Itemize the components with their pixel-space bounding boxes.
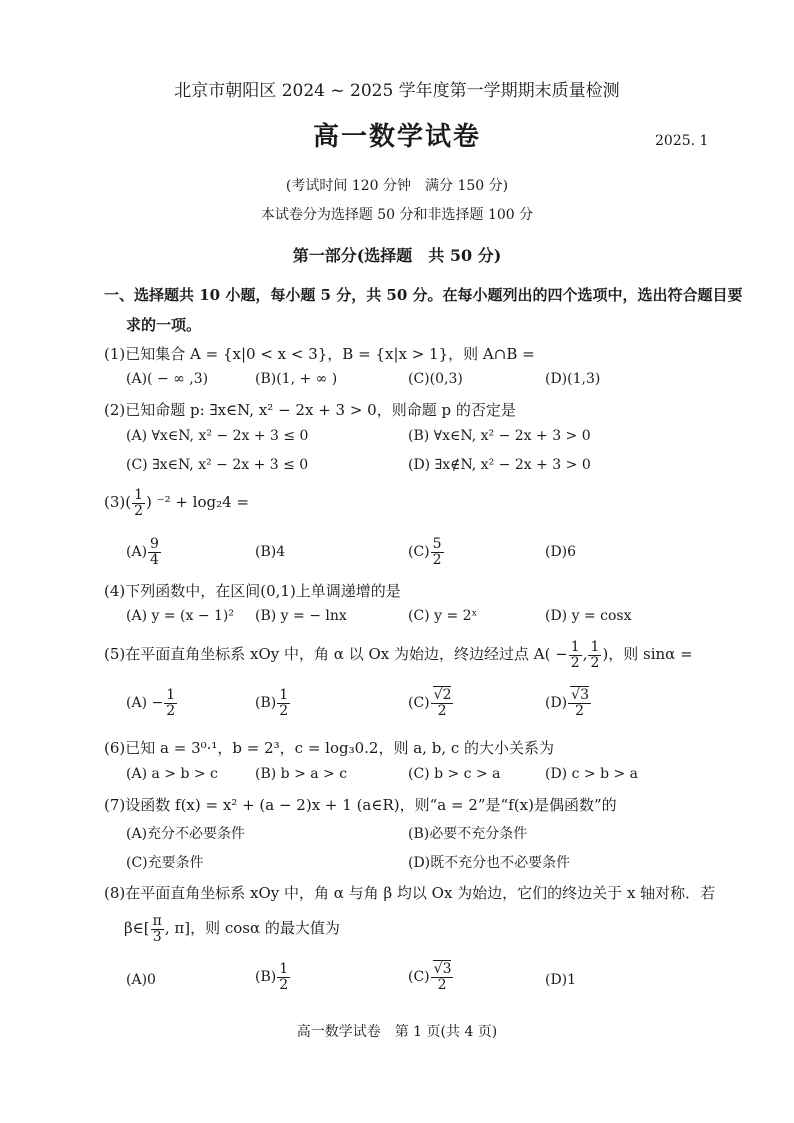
q3-fraction xyxy=(132,488,145,518)
q2-option-d: (D) ∃x∉N, x² − 2x + 3 > 0 xyxy=(408,457,591,473)
q7-option-c: (C)充要条件 xyxy=(126,855,204,871)
q6-option-d: (D) c > b > a xyxy=(545,766,639,782)
q3-a-den: 4 xyxy=(150,551,159,568)
q8-b-num: 1 xyxy=(279,961,289,977)
q8-b-label: (B) xyxy=(255,969,277,986)
q2-option-c: (C) ∃x∈N, x² − 2x + 3 ≤ 0 xyxy=(126,457,309,473)
q3-stem xyxy=(104,488,249,518)
q5-c-den: 2 xyxy=(437,702,447,719)
q4-option-d: (D) y = cosx xyxy=(545,608,632,624)
q2-option-b: (B) ∀x∈N, x² − 2x + 3 > 0 xyxy=(408,428,591,444)
exam-title: 北京市朝阳区 2024 ~ 2025 学年度第一学期期末质量检测 xyxy=(174,81,620,101)
q8-pi-num: π xyxy=(152,913,162,929)
q3-option-a xyxy=(126,537,162,567)
subject-title: 高一数学试卷 xyxy=(312,122,481,152)
q1-stem: (1)已知集合 A = {x|0 < x < 3}，B = {x|x > 1}，则 A∩B = xyxy=(104,345,535,363)
part1-title: 第一部分(选择题 共 50 分) xyxy=(292,246,502,265)
page-footer: 高一数学试卷 第 1 页(共 4 页) xyxy=(296,1024,498,1040)
q3-a-num: 9 xyxy=(150,536,159,552)
q5-d-label: (D) xyxy=(545,695,568,712)
part1-instruction-line1: 一、选择题共 10 小题，每小题 5 分，共 50 分。在每小题列出的四个选项中，选出符合题目要 xyxy=(104,286,743,304)
q5-stem-suffix: )，则 sinα = xyxy=(602,645,693,664)
q7-option-b: (B)必要不充分条件 xyxy=(408,826,528,842)
q6-option-c: (C) b > c > a xyxy=(408,766,501,782)
q5-option-a xyxy=(126,688,178,718)
q8-stem-suffix: , π]，则 cosα 的最大值为 xyxy=(164,919,340,938)
q5-a-den: 2 xyxy=(166,702,176,719)
score-info: 本试卷分为选择题 50 分和非选择题 100 分 xyxy=(260,207,534,223)
q8-c-num: √ 3 xyxy=(433,960,452,977)
q5-p2-num: 1 xyxy=(590,639,600,655)
q3-option-c xyxy=(408,537,445,567)
q5-b-den: 2 xyxy=(279,702,289,719)
q8-stem-line2 xyxy=(124,914,340,944)
q5-stem-mid: , xyxy=(582,645,588,664)
q1-option-d: (D)(1,3) xyxy=(545,371,601,387)
q8-stem-prefix: β∈[ xyxy=(124,919,150,938)
q5-p1-den: 2 xyxy=(570,654,580,671)
q5-stem-prefix: (5)在平面直角坐标系 xOy 中，角 α 以 Ox 为始边，终边经过点 A( − xyxy=(104,645,568,664)
q8-c-den: 2 xyxy=(437,976,447,993)
q6-stem: (6)已知 a = 3⁰·¹，b = 2³，c = log₃0.2，则 a, b, c 的大小关系为 xyxy=(104,739,555,757)
q5-p1-num: 1 xyxy=(570,639,580,655)
q5-a-label: (A) − xyxy=(126,695,164,712)
q4-stem: (4)下列函数中，在区间(0,1)上单调递增的是 xyxy=(104,582,401,600)
q8-option-c xyxy=(408,962,454,992)
q7-option-a: (A)充分不必要条件 xyxy=(126,826,246,842)
part1-instruction-line2: 求的一项。 xyxy=(126,316,202,334)
q8-pi-den: 3 xyxy=(152,928,162,945)
q8-c-label: (C) xyxy=(408,969,430,986)
q3-stem-prefix: (3)( xyxy=(104,493,132,512)
q6-option-a: (A) a > b > c xyxy=(126,766,218,782)
q3-option-b: (B)4 xyxy=(255,544,286,560)
exam-date: 2025. 1 xyxy=(655,133,709,149)
q5-option-c xyxy=(408,688,454,718)
q3-option-d: (D)6 xyxy=(545,544,577,560)
q8-b-den: 2 xyxy=(279,976,289,993)
q8-stem-line1: (8)在平面直角坐标系 xOy 中，角 α 与角 β 均以 Ox 为始边，它们的终边关于 x 轴对称．若 xyxy=(104,884,716,902)
q5-c-label: (C) xyxy=(408,695,430,712)
time-info: (考试时间 120 分钟 满分 150 分) xyxy=(285,178,509,194)
q3-frac-num: 1 xyxy=(134,487,144,503)
q8-option-a: (A)0 xyxy=(126,972,156,988)
q3-stem-suffix: ) ⁻² + log₂4 = xyxy=(146,493,250,512)
q4-option-a: (A) y = (x − 1)² xyxy=(126,608,234,624)
q3-c-den: 2 xyxy=(432,551,442,568)
q5-b-label: (B) xyxy=(255,695,277,712)
q8-option-b xyxy=(255,962,291,992)
q7-stem: (7)设函数 f(x) = x² + (a − 2)x + 1 (a∈R)，则“a = 2”是“f(x)是偶函数”的 xyxy=(104,796,617,814)
q5-d-num: √ 3 xyxy=(570,686,589,703)
q4-option-c: (C) y = 2ˣ xyxy=(408,608,478,624)
q1-option-a: (A)( − ∞ ,3) xyxy=(126,371,209,387)
q2-option-a: (A) ∀x∈N, x² − 2x + 3 ≤ 0 xyxy=(126,428,309,444)
q2-stem: (2)已知命题 p: ∃x∈N, x² − 2x + 3 > 0，则命题 p 的否定是 xyxy=(104,401,516,419)
q5-option-b xyxy=(255,688,291,718)
q3-frac-den: 2 xyxy=(134,502,144,519)
q7-option-d: (D)既不充分也不必要条件 xyxy=(408,855,571,871)
q5-c-num: √ 2 xyxy=(433,686,452,703)
q5-option-d xyxy=(545,688,592,718)
q3-c-num: 5 xyxy=(432,536,442,552)
q6-option-b: (B) b > a > c xyxy=(255,766,348,782)
q4-option-b: (B) y = − lnx xyxy=(255,608,347,624)
q5-p2-den: 2 xyxy=(590,654,600,671)
q5-a-num: 1 xyxy=(166,687,176,703)
q1-option-b: (B)(1, + ∞ ) xyxy=(255,371,338,387)
q5-d-den: 2 xyxy=(575,702,585,719)
q8-option-d: (D)1 xyxy=(545,972,577,988)
q5-stem xyxy=(104,640,693,670)
q3-a-label: (A) xyxy=(126,544,148,561)
q3-c-label: (C) xyxy=(408,544,430,561)
q1-option-c: (C)(0,3) xyxy=(408,371,463,387)
q5-b-num: 1 xyxy=(279,687,289,703)
